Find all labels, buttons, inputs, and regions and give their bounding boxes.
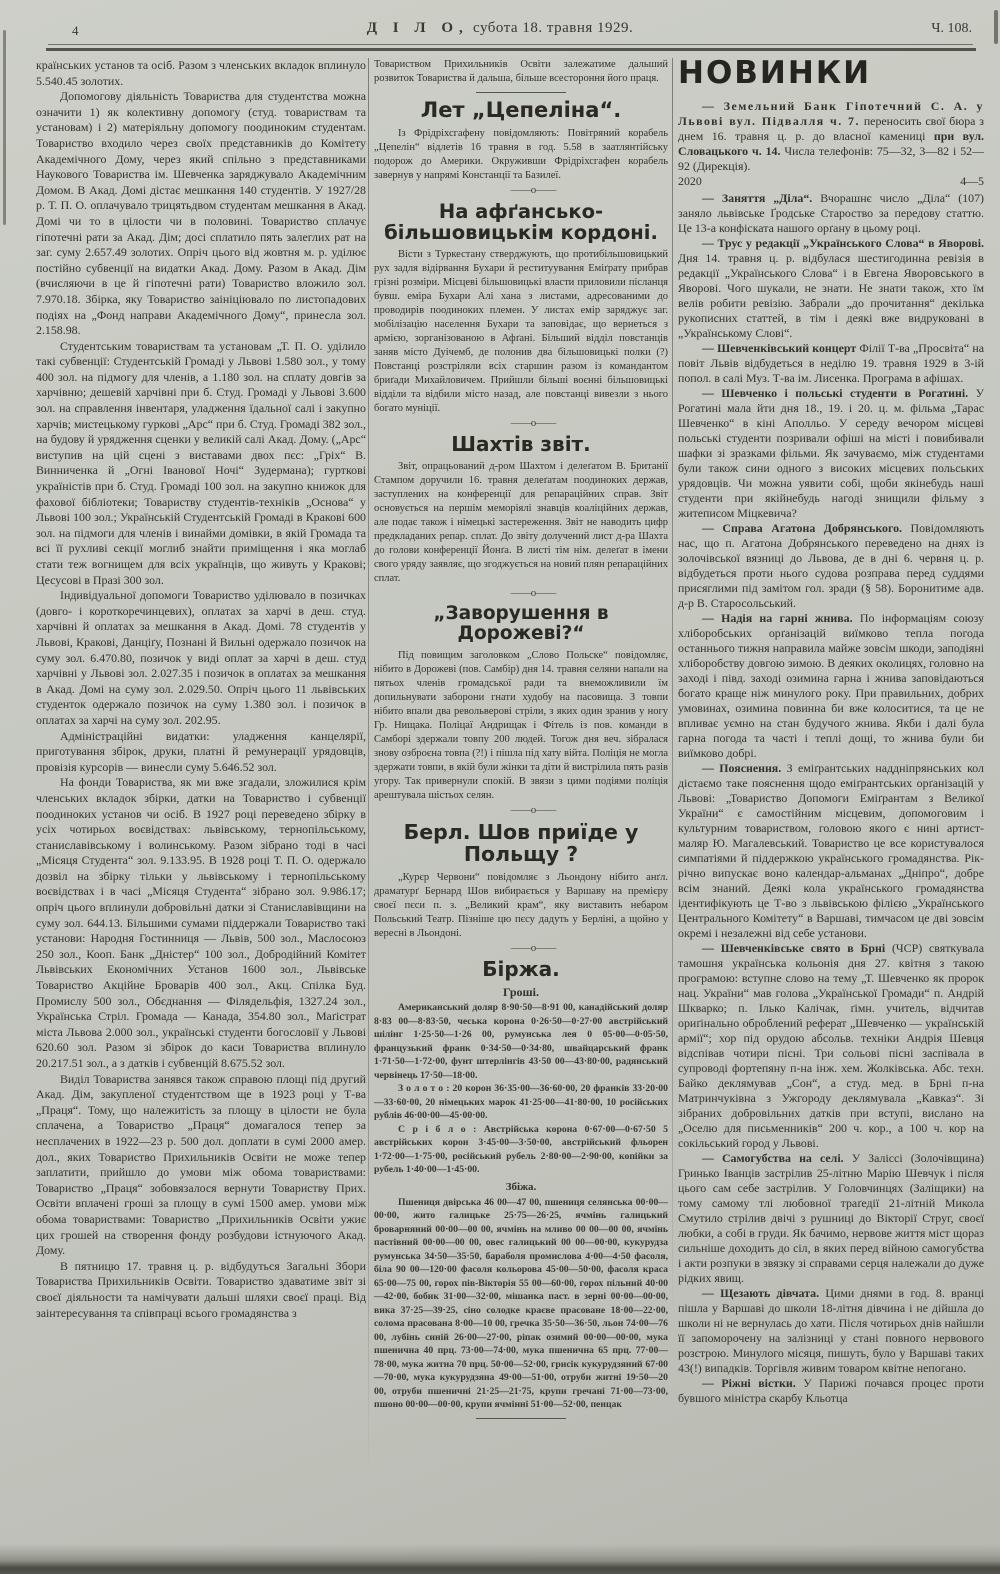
scan-edge-left bbox=[3, 30, 6, 225]
end-rule bbox=[476, 1418, 566, 1419]
news-item bbox=[678, 611, 984, 761]
masthead-date: субота 18. травня 1929. bbox=[468, 20, 634, 36]
news-item-text: У Парижі почався процес проти бувшого міністра скарбу Кльотца bbox=[678, 1376, 984, 1405]
masthead bbox=[0, 20, 1000, 37]
news-item-text: Дня 14. травня ц. р. відбулася шестигодинна ревізія в редакції „Українського Слова“ і в Евгена Яворовського в Яворові. Чого шукали, не знати. Не знати також, хто їм велів робити ревізію. Забрали „до прочитання“ декілька рукописних статтей, в тім і деякі вже видруковані в „Українському Слові“. bbox=[678, 251, 984, 340]
news-item-lead: — Самогубства на селі. bbox=[702, 1151, 844, 1165]
news-item-lead: — Надія на гарні жнива. bbox=[702, 611, 853, 625]
paragraph: Студентським товариствам та установам „Т. П. О. уділило такі субвенції: Студентській Громаді у Львові 1.580 зол., у тому 400 зол. на підмогу для членів, а 1.180 зол. на сплату довгів за харчівню; дешевій харчівні при б. Студ. Громаді у Львові 3.600 зол. на справлення інвентаря, уладження їдальної салі і закупно харчів; мистецькому гуркові „Арс“ при б. Студ. Громаді 382 зол., на будову й урядження сценки у великій салі Акад. Дому. („Арс“ виступив на цій сцені з виставами двох пєс: „Гріх“ В. Винниченка й „Огні Іванової Ночі“ Зудермана); гурткові україністів при б. Студ. Громаді 100 зол. на закупно книжок для фахової бібліотеки; Товариству студентів-техніків „Основа“ у Львові 100 зол.; Українській Студентській Громаді в Кракові 600 зол. на підмоги для членів і винайми домівки, в якій Громада та всі її рухливі секції моглиб знайти приміщення і яка моглаб стати теж вогнищем для всіх українців, що живуть у Кракові; Цесусові в Празі 300 зол. bbox=[36, 338, 366, 587]
news-item bbox=[678, 521, 984, 611]
paragraph: Виділ Товариства занявся також справою площі під другий Акад. Дім, закупленої студентством ще в 1923 році у Т-ва „Праця“. Тому, що належитість за площу в цілости не була сплачена, а Товариство „Праця“ домагалося тепер за несплачених в 1922—23 р. 500 дол. доплати в сумі 2000 амер. дол., яких Товариство Прихильників Освіти не може тепер заплатити, прийшло до умови між обома товариствами: Товариство „Праця“ зобовязалося вернути Товариству Прих. Освіти вплачені гроші за площу в сумі 1500 амер. умови між обома товариствами: Товариство „Прихильників Освіти ужиє цих грошей на створення фонду розбудови істнуючого Акад. Дому. bbox=[36, 1071, 366, 1258]
header-rule-thick bbox=[46, 48, 976, 51]
news-item-text: У Заліссі (Золочівщина) Гринько Іванців застрілив 25-літню Марію Шевчук і після цього сам себе застрілив. У Головчинцях (Заліщики) на тому самому тлі любовної траґедії 21-літній Микола Смутило стрілив двічі з рушниці до Вікторії Струг, своєї любки, а собі в груди. Як бачимо, нервове життя міст щораз сильніше доходить до сіл, в яких перед війною самогубства і акти розпуки в звязку зі справами серця належали до дуже рідких явищ. bbox=[678, 1151, 984, 1285]
continuation-paragraph: Товариством Прихильників Освіти залежатиме дальший розвиток Товариства й дальша, більше всестороння його праця. bbox=[374, 59, 668, 84]
column-3-news bbox=[678, 58, 984, 1494]
news-item-lead: — Шевченківський концерт bbox=[702, 341, 857, 355]
news-item-lead: — Пояснення. bbox=[702, 761, 782, 775]
news-item-text: Повідомляють нас, що п. Агатона Добрянського переведено на днях із золочівської вязниці до Львова, де в дні 6. червня ц. р. відбудеться проти нього судова розправа перед суддями присяглими під замітом гол. зради (§ 58). Боронитиме адв. д-р В. Старосольський. bbox=[678, 521, 984, 610]
news-item-bold: при вул. Словацького ч. 14. bbox=[678, 129, 984, 158]
news-item bbox=[678, 1151, 984, 1286]
paragraph: Допомогову діяльність Товариства для студентства можна означити 1) як колективну допомогу (студ. товариствам та установам) і 2) матеріяльну допомогу поодиноким студентам. Товариство входило через своїх представників до Комітету Академічного Дому, через який спільно з представниками Наукового Товариства ім. Шевченка заряджувало Академічним Домом. В Акад. Домі дістає мешкання 140 студентів. У 1927/28 р. Т. П. О. оплачувало трицятьдвом студентам мешкання в Акад. Домі чи то в цілости чи в половині. Товариство сплачує гіпотечні рати за Акад. Дім; досі сплатило пять залеглих рат на заг. суму 2.657.49 золотих. Опріч цього від жовтня м. р. уділює постійно субвенції на видатки Акад. Дому. Разом в Акад. Дім (вчисляючи в це й гіпотечні рати) Товариство вложило зол. 7.970.18. Збірка, яку Товариство заініціювало по листопадових подіях на „Фонд направи Академічного Дому“, принесла зол. 2.158.98. bbox=[36, 89, 366, 338]
column-2 bbox=[374, 58, 668, 1494]
news-item-lead: — Заняття „Діла“. bbox=[702, 191, 813, 205]
header-rule-thin bbox=[48, 44, 973, 45]
news-item bbox=[678, 191, 984, 236]
news-item-lead: — Справа Агатона Добрянського. bbox=[702, 521, 902, 535]
news-item-text: По інформаціям союзу хліборобських орґанізацій виїмково тепла погода останнього тижня направила майже зовсім шкоди, заподіяні хліборобству довгою зимою. В деяких околицях, головно на заході і півд. заході озимина гарна і жнива заповідаються богато краще ніж минулого року. При правильних, добрих умовинах, озимина повинна би вже колоситися, та це не впливає уємно на стан будучого жнива. Якби і далі була гарна погода та часті і теплі дощі, то жнива були би виїмково добрі. bbox=[678, 611, 984, 760]
section-divider: ——о—— bbox=[510, 941, 556, 954]
paragraph: Адміністраційні видатки: уладження канцелярії, приготування збірок, друки, платні й ремунерації урядовців, провізія курсорів — винесли суму 5.646.52 зол. bbox=[36, 728, 366, 774]
section-divider: ——о—— bbox=[510, 804, 556, 817]
issue-number: Ч. 108. bbox=[931, 21, 972, 36]
article-body: Вісти з Туркестану стверджують, що протибільшовицький рух задля відірвання Бухари й реституування Еміґрату прибрав грізні розміри. Місцеві більшовицькі власти приловили післанця бувш. еміра Бухари Алі хана з листами, адресованими до проводирів поодиноких племен. У листах емір заряджує заг. мобілізацію населення Бухари та заповідає, що вернеться з армією, зорганізованою в Афґані. Більший відділ повстанців заняв місто Дуічемб, де полонив два більшовицькі полки (?) Повстанці розстріляли всіх старшин разом із командантом бриґади Михайловичем. Прийшли більші воєнні більшовицькі відділи та відбили місто назад, але повстанці вивезли з нього богато муніції. bbox=[374, 248, 668, 414]
news-item-lead: — Земельний Банк Гіпотечний С. А. у Львові вул. Підвалля ч. 7. bbox=[678, 99, 984, 128]
news-item bbox=[678, 341, 984, 386]
masthead-title: Д І Л О, bbox=[366, 20, 469, 36]
section-divider: ——о—— bbox=[510, 183, 556, 196]
news-item-text: Філії Т-ва „Просвіта“ на повіт Львів відбудеться в неділю 19. травня 1929 в 3-ій попол. в салі Муз. Т-ва ім. Лисенка. Програма в афішах. bbox=[678, 341, 984, 385]
article-title-afghan-border: На афґансько-більшовицькім кордоні. bbox=[384, 199, 658, 244]
news-item-lead: — Шевченківське свято в Брні bbox=[702, 941, 886, 955]
exchange-rates-gold: З о л о т о : 20 корон 36·35·00—36·60·00, 20 франків 33·20·00—33·60·00, 20 німецьких марок 41·25·00—41·80·00, 10 російських рублів 46·00·00—45·00·00. bbox=[374, 1083, 668, 1122]
article-title-exchange: Біржа. bbox=[482, 956, 560, 981]
column-rule-2 bbox=[672, 58, 673, 1318]
news-section-title: НОВИНКИ bbox=[678, 58, 872, 91]
news-item-text: переносить свої бюра з днем 16. травня ц. р. до власної камениці bbox=[678, 114, 984, 143]
article-body: Під повищим заголовком „Слово Польске“ повідомляє, нібито в Дорожеві (пов. Самбір) дня 14. травня селяни напали на пятьох членів громадської ради та внеможливили їм допильнувати заборони гнати худобу на пасовища. З товпи нібито впали два револьверові стріли, з яких один зранив у ногу Гр. Нищака. Поліцаї Андрищак і Фітель із пов. команди в Самборі здержали товпу 200 людей. Тогож дня веч. зібралася знову озброєна товпа (?!) і пішла під хату війта. Поліція не могла здержати товпи, в якій були жінки та діти й вистрілила пять разів угору. Так привернули спокій. В звязи з цими подіями поліція арештувала шістьох селян. bbox=[374, 650, 668, 802]
article-rule bbox=[476, 92, 566, 93]
article-title-schacht-report: Шахтів звіт. bbox=[451, 431, 591, 456]
exchange-rates-grain: Пшениця двірська 46 00—47 00, пшениця селянська 00·00—00·00, жито галицьке 25·75—26·25, ячмінь галицький броварняний 00·00—00 00, ячмінь на мливо 00 00—00 00, ячмінь пастівний 00·00—00 00, овес галицький 00 00—00·00, кукурудза румунська 34·50—35·50, бараболя промислова 4·00—4·50 фасоля, біла 90 00—120·00 фасоля кольорова 45·00—50·00, фасоля краса 65·00—75 00, горох пів-Вікторія 55 00—60·00, горох пільний 40·00—42·00, бобик 31·00—32·00, мішанка паст. в зерні 00·00—00·00, вика 37·25—39·25, сіно солодке краєве прасоване 18·00—22·00, солома прасована 8·00—10 00, гречка 35·50—36·50, льон 74·00—76 00, лубінь синій 26·00—27·00, ріпак озимий 00·00—00·00, мука пшенична 40 прц. 73·00—74·00, мука пшенична 65 прц. 77·00—78·00, мука житна 70 прц. 50·00—52·00, грисік кукурудзяний 67·00—70·00, мука кукурудзяна 49·00—51·00, отруби житні 19·50—20 00, отруби пшеничні 21·25—21·75, крупи гречані 71·00—73·00, пшоно 00·00—00·00, крупи ячмінні 51·00—52·00, пенцак bbox=[374, 1196, 668, 1411]
scan-bottom-shadow bbox=[0, 1544, 1000, 1574]
article-body: Звіт, опрацьований д-ром Шахтом і делеґатом В. Британії Стампом доручили 16. травня делеґатам поодиноких держав, заступлених на конференції для репараційних справ. Звіт основується на першім меморіялі знавців коаліційних держав, але подає також і німецькі застереження. Звіт не наводить цифр предкладаних репар. сплат. До звіту долучений лист д-ра Шахта до голови конференції Йонґа. В листі тім нім. делеґат в імени свого уряду заявляє, що згоджується на новий плян репараційних сплат. bbox=[374, 461, 668, 585]
news-item-text: Цими днями в год. 8. вранці пішла у Варшаві до школи 18-літня дівчина і не дійшла до школи ні не вернулась до хати. Після чотирьох днів найшли її запоморочену на залізниці у стані повного нервового розстрою. Минулого місяця, пишуть, було у Варшаві таких 43(!) випадків. Торгівля живим товаром квітне непогано. bbox=[678, 1286, 984, 1375]
exchange-rates-silver: С р і б л о : Австрійська корона 0·67·00—0·67·50 5 австрійських корон 3·45·00—3·50·00, австрійський фльорен 1·72·00—1·75·00, російський рубель 2·80·00—2·90·00, копійки за рубель 1·40·00—1·45·00. bbox=[374, 1123, 668, 1176]
exchange-subhead-money: Гроші. bbox=[502, 985, 540, 1000]
paragraph: На фонди Товариства, як ми вже згадали, зложилися крім членських вкладок збірки, датки на Товариство і субвенції поодиноких установ чи осіб. В 1927 році переведено збірку в усіх чотирьох воєвідствах: львівському, тернопільському, станиславівському і волинському. Разом зібрано тоді в часі „Місяця Студента“ зол. 9.133.95. В 1928 році Т. П. О. одержало дозвіл на збірку тільки у львівському і тернопільському воєвідствах і в часі „Місяця Студента“ зібрано зол. 9.986.17; опріч цього вплинули добровільні датки зі Станиславівщини на суму зол. 644.13. Більшими сумами піддержали Товариство такі установи: Народня Гостинниця — Львів, 500 зол., Маслосоюз 250 зол., Кооп. Банк „Дністер“ 100 зол., Добродійний Комітет Львівських Економічних Установ 1600 зол., Львівське Товариство Акційне Броварів 400 зол., Акц. Спілка Буд. Промислу 500 зол., Обєднання — Філядельфія, 1327.24 зол., Українська Стріл. Громада — Канада, 354.80 зол., Маґістрат міста Львова 2.000 зол., українські студенти богословії у Львові 620.60 зол. Разом зі збірок до каси Товариства вплинуло 20.217.51 зол., а з датків і субвенцій 8.675.52 зол. bbox=[36, 775, 366, 1070]
news-item-text: Вчорашнє число „Діла“ (107) заняло львівське Ґродське Староство за передову статтю. Це 13-а конфіската нашого орґану в цьому році. bbox=[678, 191, 984, 235]
news-item-lead: — Трус у редакції „Українського Слова“ в Яворові. bbox=[702, 236, 984, 250]
page-number: 4 bbox=[72, 23, 79, 38]
news-item-bank bbox=[678, 99, 984, 174]
news-item-bank-footer bbox=[678, 174, 984, 189]
news-item-text: У Рогатині мала йти дня 18., 19. і 20. ц. м. фільма „Тарас Шевченко“ в кіні Аполльо. У середу вечором місцеві польські студенти позривали офіші на місті і повибивали шафки зі зразками фільми. Як зачуваємо, між студентами були також сини одного з високих місцевих польських урядовців. Чи можна уявити собі, щоби якінебудь наші студенти при якійнебудь нагоді знищили фільму з житеписом Міцкевича? bbox=[678, 386, 984, 520]
news-item bbox=[678, 236, 984, 341]
ad-run-dates: 4—5 bbox=[960, 174, 984, 188]
news-item-lead: — Ріжні вістки. bbox=[702, 1376, 796, 1390]
column-rule-1 bbox=[368, 58, 369, 1478]
news-item bbox=[678, 1376, 984, 1406]
column-1 bbox=[36, 58, 366, 1494]
article-title-dorozhiv: „Заворушення в Дорожеві?“ bbox=[433, 603, 609, 645]
news-item-text: Числа телефонів: 75—32, 3—82 і 52—92 (Дирекція). bbox=[678, 144, 984, 173]
exchange-rates-currencies: Американський доляр 8·90·50—8·91 00, канадійський доляр 8·83 00—8·83·50, чеська корона 0·26·50—0·27·00 австрійський шілінг 1·25·50—1·26 00, румунська лея 0 05·00—0·05·50, французький франк 0·34·50—0·34·80, швайцарський франк 1·71·50—1·72·00, фунт штерлінгів 43·50 00—43·80·00, радянський червінець 17·50—18·00. bbox=[374, 1002, 668, 1081]
news-item-lead: — Шевченко і польські студенти в Рогатині. bbox=[702, 386, 969, 400]
article-title-zeppelin: Лет „Цепеліна“. bbox=[420, 98, 622, 122]
ad-code: 2020 bbox=[678, 174, 702, 188]
paragraph: Індивідуальної допомоги Товариство уділювало в позичках (довго- і короткоречинцевих), оплатах за харчі в деш. студ. харчівні й оплатах за мешкання в Акад. Домі. 78 студентів у Львові, Кракові, Данціґу, Познані й Вильні одержало позичок на суму зол. 6.470.80, позичок у виді оплат за харчі в деш. студ харчівні у Львові зол. 2.027.35 і позичок в оплатах за мешкання в Акад. Домі на суму зол. 2.029.50. Опріч цього 11 львівських студенток одержало позичок на суму 1.380 зол. і позичок в оплатах за харчі на суму зол. 202.95. bbox=[36, 588, 366, 727]
news-item bbox=[678, 761, 984, 941]
news-item bbox=[678, 941, 984, 1151]
news-item-text: З еміґрантських наддніпрянських кол дістаємо таке пояснення щодо еміґрантських орґанізацій у Львові: „Товариство Допомоги Еміґрантам з Великої України“ є самостійним місцевим, допомоговим і культурним товариством, головою якого є нині артист-маляр Ю. Магалевський. Товариство це все користувалося симпатіями й піддержкою українського громадянства. Рік-річно випускає воно календар-альманах „Дніпро“, добре всім знаний. Деякі кола українського громадянства ідентифікують це Т-во з львівською філією „Українського Центрального Комітету“ в Варшаві, тимчасом це дві зовсім окремі і незалежні від себе установи. bbox=[678, 761, 984, 940]
section-divider: ——о—— bbox=[510, 587, 556, 600]
news-item-lead: — Щезають дівчата. bbox=[702, 1286, 820, 1300]
paragraph: країнських установ та осіб. Разом з членських вкладок вплинуло 5.540.45 золотих. bbox=[36, 58, 366, 88]
exchange-subhead-grain: Збіжа. bbox=[505, 1180, 537, 1193]
news-item bbox=[678, 386, 984, 521]
section-divider: ——о—— bbox=[510, 416, 556, 429]
news-item bbox=[678, 1286, 984, 1376]
article-title-shaw: Берл. Шов приїде у Польщу ? bbox=[403, 820, 639, 867]
page-header bbox=[0, 20, 1000, 42]
news-item-text: (ЧСР) святкувала тамошня українська кольонія дня 27. квітня з такою програмою: вступне слово на тему „Т. Шевченко як пророк нац. України“ мав голова „Української Громади“ п. Андрій Шкварко; п. Ілько Калічак, ґімн. учитель, відчитав ориґінально оброблений реферат „Шевченко — українській армії“; хор під орудою абсольв. техніки Андрія Шевця відспівав чотири пісні. Три сольові пісні заспівала в супроводі фортепяну п-на інж. хем. Жолківська. Абс. техн. Байко деклямував „Сон“, а студ. мед. в Брні п-на Матринчуківна з Ужгороду деклямувала „Кавказ“. Зі зібраних добровільних датків при вступі, вислано на „Оселю для письменників“ 200 ч. кор., а 100 ч. кор на сокільський город у Львові. bbox=[678, 941, 984, 1150]
article-body: Із Фрідріхсгафену повідомляють: Повітряний корабель „Цепелін“ відлетів 16 травня в год. 5.58 в заатлянтійську подорож до Америки. Окруживши Фрідріхсгафен корабель завернув у напрямі Констанції та Базилеї. bbox=[374, 127, 668, 181]
paragraph: В пятницю 17. травня ц. р. відбудуться Загальні Збори Товариства Прихильників Освіти. Товариство здаватиме звіт зі своєї діяльности та намічувати дальші шляхи своєї праці. Від заінтересування та співпраці всього громадянства з bbox=[36, 1258, 366, 1320]
article-body: „Курєр Червони“ повідомляє з Льондону нібито анґл. драматурґ Бернард Шов вибирається у Варшаву на премієру своєї пєси п. з. „Великий крам“, яку виставить небаром Польський Театр. Пізніше цю пєсу дадуть у Берліні, а щойно у вересні в Льондоні. bbox=[374, 871, 668, 939]
